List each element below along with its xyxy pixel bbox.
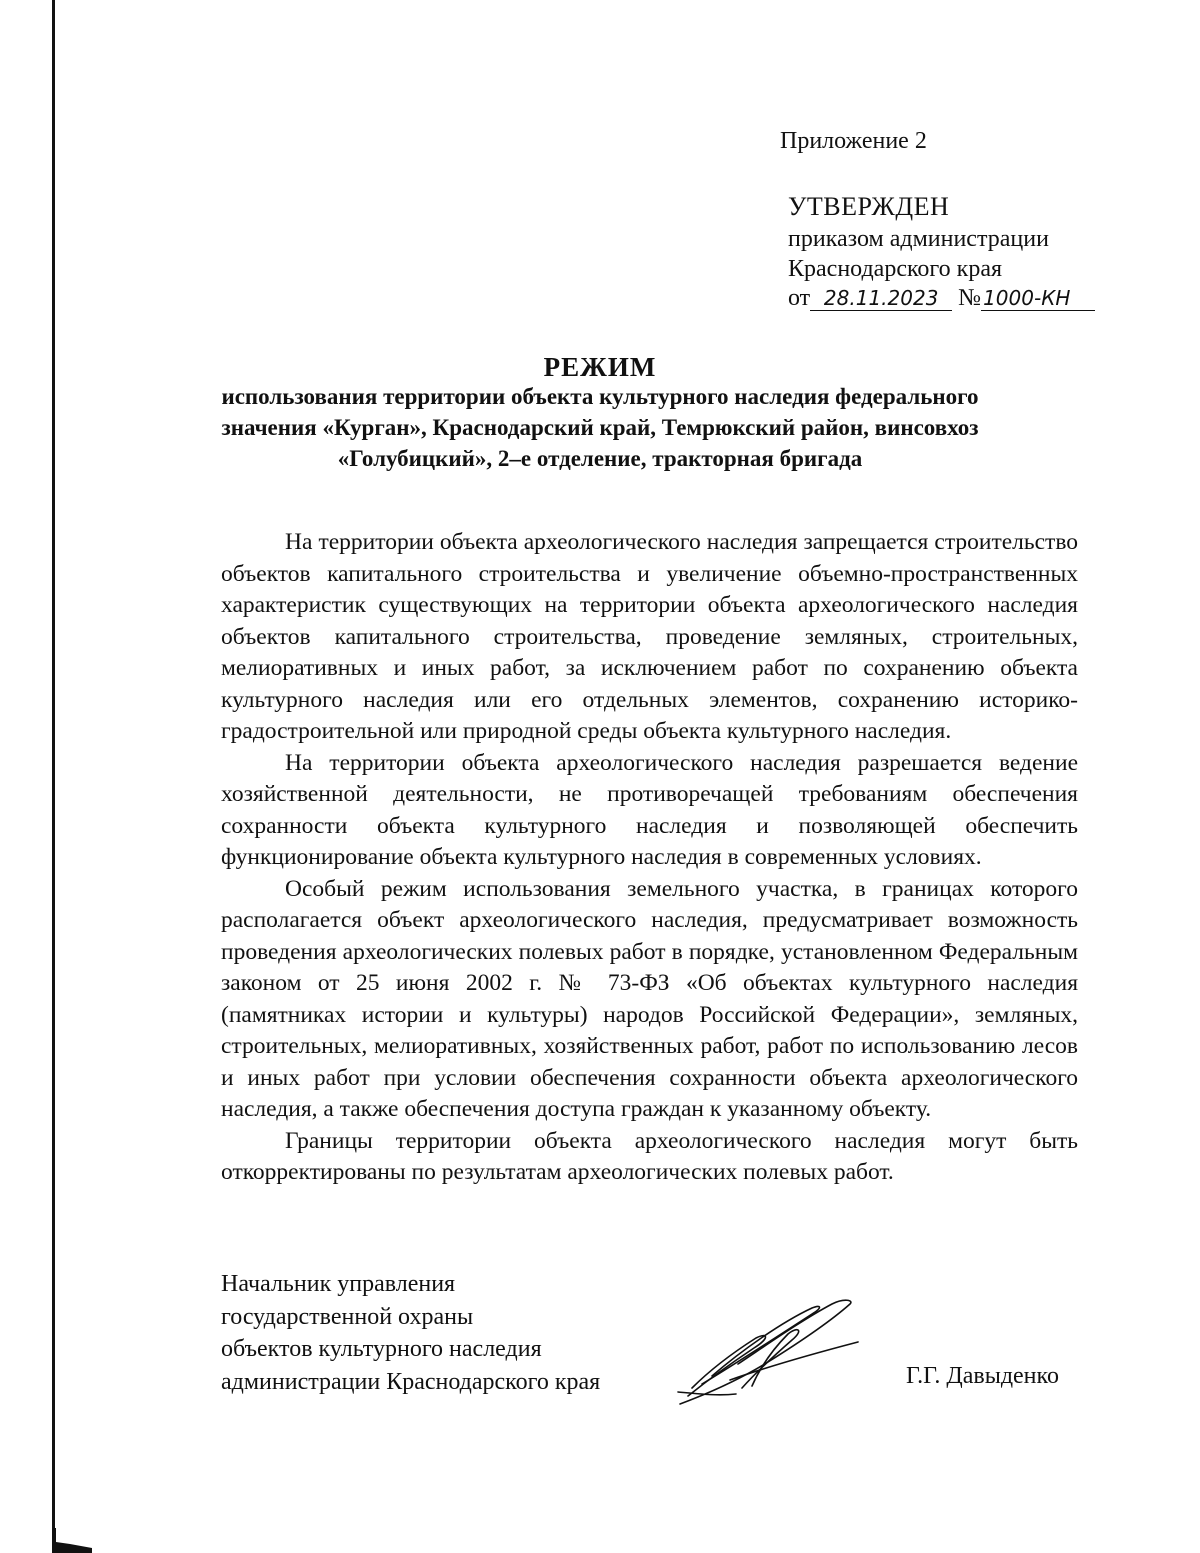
paragraph-boundaries: Границы территории объекта археологического наследия могут быть откорректированы по результатам археологических полевых работ. — [221, 1127, 1078, 1185]
order-date-prefix: от — [788, 285, 811, 311]
document-subtitle: использования территории объекта культурного наследия федерального значения «Курган», Краснодарский край, Темрюкский район, винсовхоз «Голубицкий», 2–е отделение, тракторная бригада — [221, 384, 979, 471]
order-number-handwritten: 1000-КН — [981, 286, 1095, 311]
signatory-position-line-1: Начальник управления — [221, 1271, 456, 1297]
order-number-sign: № — [958, 285, 982, 311]
annex-label: Приложение 2 — [780, 128, 927, 154]
order-date-handwritten: 28.11.2023 — [810, 286, 952, 311]
signatory-position-line-2: государственной охраны — [221, 1303, 474, 1330]
document-body — [221, 527, 1078, 1189]
signatory-position — [221, 1268, 600, 1398]
document-title: РЕЖИМ — [543, 352, 657, 382]
paragraph-prohibitions: На территории объекта археологического наследия запрещается строительство объектов капитального строительства и увеличение объемно-пространственных характеристик существующих на территории объекта археологического наследия объектов капитального строительства, проведение земляных, строительных, мелиоративных и иных работ, за исключением работ по сохранению объекта культурного наследия или его отдельных элементов, сохранению историко-градостроительной или природной среды объекта культурного наследия. — [221, 529, 1078, 744]
paragraph-special-regime: Особый режим использования земельного участка, в границах которого располагается объект археологического наследия, предусматривает возможность проведения археологических полевых работ в порядке, установленном Федеральным законом от 25 июня 2002 г. № 73-ФЗ «Об объектах культурного наследия (памятниках истории и культуры) народов Российской Федерации», земляных, строительных, мелиоративных, хозяйственных работ, работ по использованию лесов и иных работ при условии обеспечения сохранности объекта археологического наследия, а также обеспечения доступа граждан к указанному объекту. — [221, 875, 1078, 1122]
handwritten-signature — [672, 1292, 862, 1412]
signatory-position-line-4: администрации Краснодарского края — [221, 1368, 601, 1395]
signer-name: Г.Г. Давыденко — [906, 1363, 1059, 1389]
approved-stamp-label: УТВЕРЖДЕН — [788, 192, 950, 221]
order-reference — [788, 285, 1095, 312]
scan-edge-line — [52, 0, 55, 1553]
signatory-position-line-3: объектов культурного наследия — [221, 1336, 542, 1362]
paragraph-permissions: На территории объекта археологического наследия разрешается ведение хозяйственной деятельности, не противоречащей требованиям обеспечения сохранности объекта культурного наследия и позволяющей обеспечить функционирование объекта культурного наследия в современных условиях. — [221, 749, 1078, 870]
approved-by-line-1: приказом администрации — [788, 226, 1049, 252]
scan-corner-mark — [52, 1528, 92, 1553]
approved-by-line-2: Краснодарского края — [788, 256, 1003, 282]
